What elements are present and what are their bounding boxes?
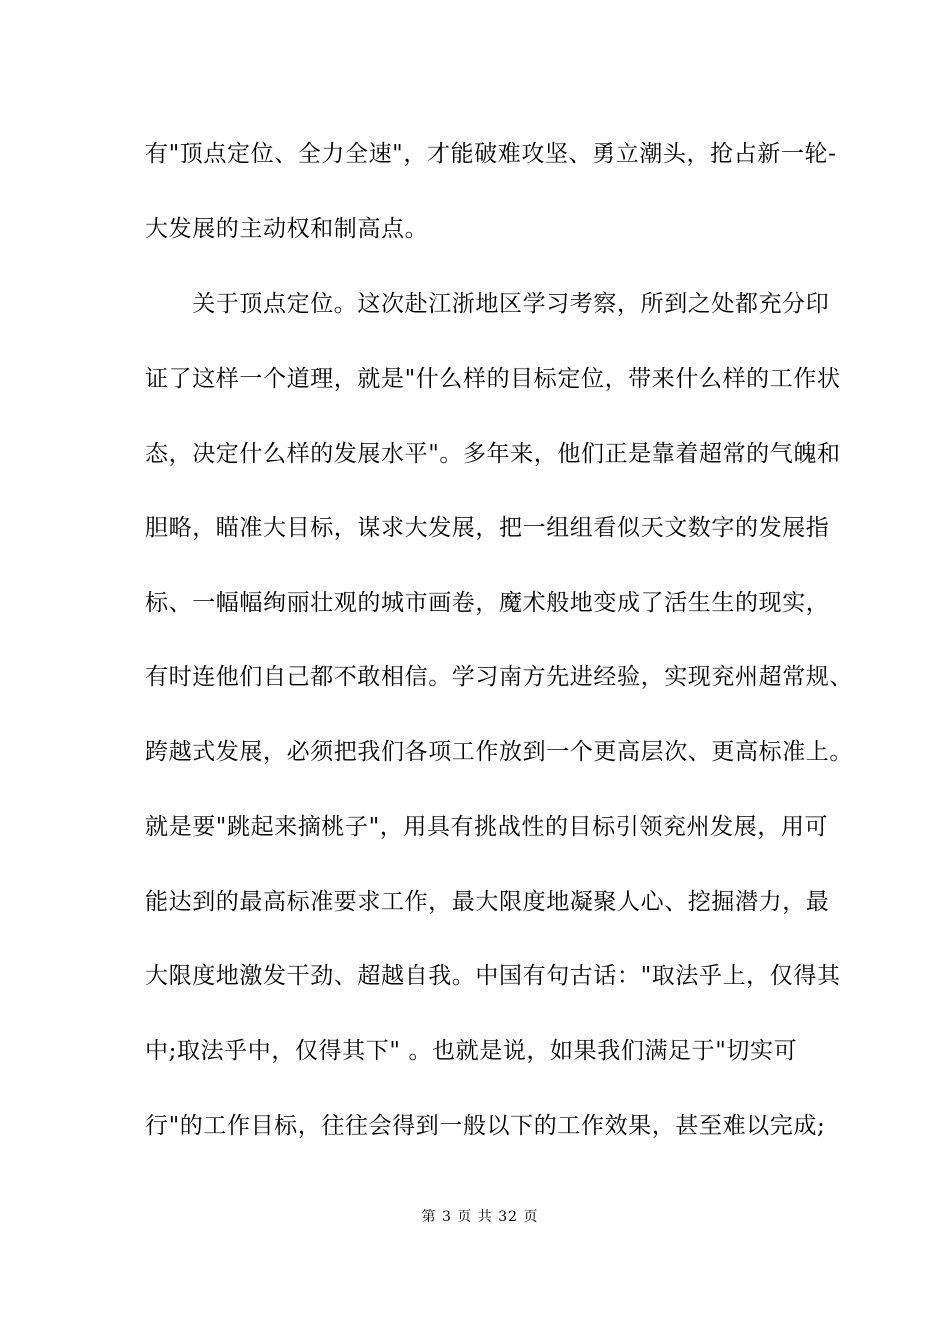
body-text-line: 就是要"跳起来摘桃子"，用具有挑战性的目标引领兖州发展，用可 (145, 814, 829, 840)
page-number-footer: 第 3 页 共 32 页 (421, 1209, 539, 1225)
body-text-line: 有"顶点定位、全力全速"，才能破难攻坚、勇立潮头，抢占新一轮- (145, 141, 837, 167)
paragraph-start-line: 关于顶点定位。这次赴江浙地区学习考察，所到之处都充分印 (145, 291, 830, 317)
body-text-line: 行"的工作目标，往往会得到一般以下的工作效果，甚至难以完成; (145, 1113, 826, 1139)
body-text-line: 大限度地激发干劲、超越自我。中国有句古话："取法乎上，仅得其 (145, 963, 841, 989)
body-text-line: 标、一幅幅绚丽壮观的城市画卷，魔术般地变成了活生生的现实， (145, 590, 830, 616)
body-text-line: 能达到的最高标准要求工作，最大限度地凝聚人心、挖掘潜力，最 (145, 889, 830, 915)
body-text-line: 证了这样一个道理，就是"什么样的目标定位，带来什么样的工作状 (145, 366, 841, 392)
body-text-line: 有时连他们自己都不敢相信。学习南方先进经验，实现兖州超常规、 (145, 664, 853, 690)
body-text-line: 跨越式发展，必须把我们各项工作放到一个更高层次、更高标准上。 (145, 739, 853, 765)
body-text-line: 大发展的主动权和制高点。 (145, 216, 429, 242)
body-text-line: 中;取法乎中，仅得其下" 。也就是说，如果我们满足于"切实可 (145, 1038, 798, 1064)
body-text-line: 胆略，瞄准大目标，谋求大发展，把一组组看似天文数字的发展指 (145, 515, 830, 541)
body-text-line: 态，决定什么样的发展水平"。多年来，他们正是靠着超常的气魄和 (145, 441, 841, 467)
